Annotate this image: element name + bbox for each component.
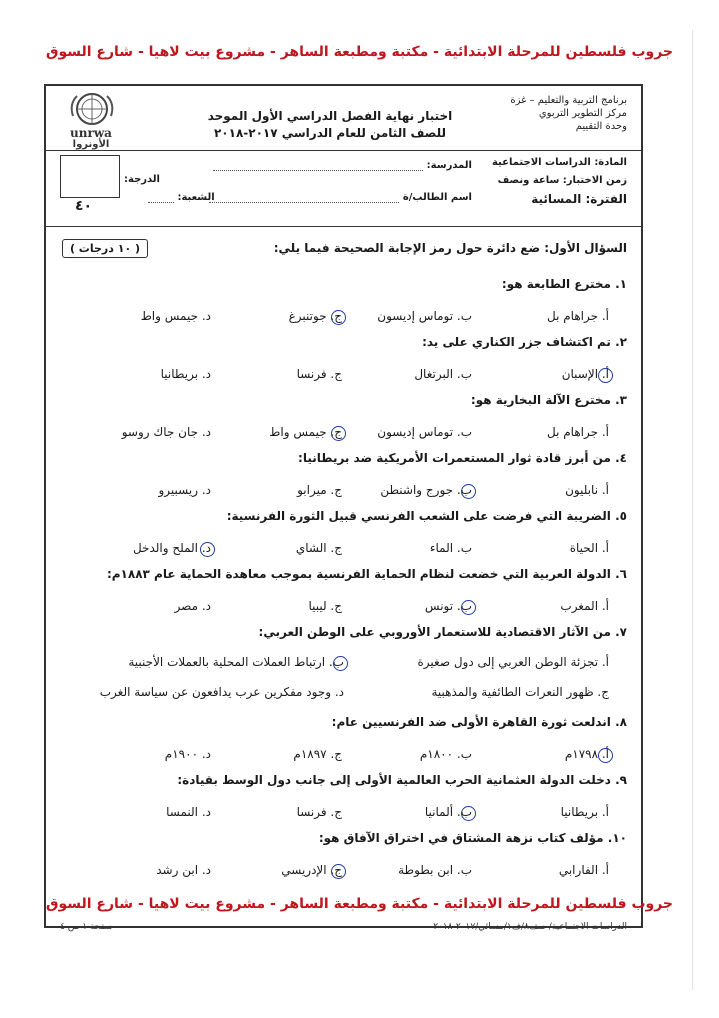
logo-text <box>56 127 126 151</box>
question-6-option-2[interactable]: ب. تونس <box>424 599 472 613</box>
marks-badge: ( ١٠ درجات ) <box>62 239 148 258</box>
question-number: ٥. <box>615 509 627 523</box>
title-line-1: اختبار نهاية الفصل الدراسي الأول الموحد <box>207 109 453 123</box>
question-2-option-4[interactable]: د. بريطانيا <box>160 367 211 381</box>
question-number: ٢. <box>615 335 627 349</box>
question-2-option-2[interactable]: ب. البرتغال <box>414 367 472 381</box>
question-10-option-4[interactable]: د. ابن رشد <box>156 863 211 877</box>
student-name-label: اسم الطالب/ة <box>402 192 472 203</box>
section-label: الشعبة: <box>177 192 215 203</box>
question-prompt: دخلت الدولة العثمانية الحرب العالمية الأولى إلى جانب دول الوسط بقيادة: <box>177 773 611 787</box>
question-7-option-1[interactable]: أ. تجزئة الوطن العربي إلى دول صغيرة <box>417 655 609 669</box>
question-1-option-3[interactable]: ج. جوتنبرغ <box>288 309 342 323</box>
question-6-option-1[interactable]: أ. المغرب <box>560 599 609 613</box>
answer-circle-mark <box>331 864 346 879</box>
question-9-text <box>177 773 627 787</box>
question-2-option-1[interactable]: أ. الإسبان <box>561 367 609 381</box>
question-number: ٩. <box>615 773 627 787</box>
org-line: وحدة التقييم <box>575 121 627 132</box>
question-3-option-4[interactable]: د. جان جاك روسو <box>121 425 211 439</box>
top-banner: جروب فلسطين للمرحلة الابتدائية - مكتبة ومطبعة الساهر - مشروع بيت لاهيا - شارع السوق <box>45 44 674 60</box>
question-1-text <box>502 277 627 291</box>
question-number: ١٠. <box>607 831 627 845</box>
answer-circle-mark <box>200 542 215 557</box>
question-9-option-3[interactable]: ج. فرنسا <box>296 805 342 819</box>
answer-circle-mark <box>461 600 476 615</box>
question-9-option-4[interactable]: د. النمسا <box>166 805 211 819</box>
section-title: السؤال الأول: ضع دائرة حول رمز الإجابة الصحيحة فيما يلي: <box>273 241 627 255</box>
section-blank[interactable] <box>148 192 174 203</box>
org-line: برنامج التربية والتعليم – غزة <box>510 95 627 106</box>
question-10-text <box>319 831 627 845</box>
question-5-text <box>227 509 627 523</box>
question-4-option-2[interactable]: ب. جورج واشنطن <box>380 483 472 497</box>
footer-code: الدراسات الاجتماعية/ صف٨/ف١/مسائي/٢٠١٧-٢٠١٨ <box>433 922 627 932</box>
question-1-option-2[interactable]: ب. توماس إديسون <box>377 309 472 323</box>
question-number: ٤. <box>615 451 627 465</box>
grade-label: الدرجة: <box>124 174 160 185</box>
student-name-blank[interactable] <box>209 192 399 203</box>
question-8-option-4[interactable]: د. ١٩٠٠م <box>164 747 211 761</box>
question-8-option-1[interactable]: أ. ١٧٩٨م <box>564 747 609 761</box>
question-7-option-3[interactable]: ج. ظهور النعرات الطائفية والمذهبية <box>431 685 609 699</box>
answer-circle-mark <box>331 426 346 441</box>
question-6-option-3[interactable]: ج. ليبيا <box>308 599 342 613</box>
question-4-option-3[interactable]: ج. ميرابو <box>297 483 342 497</box>
question-6-option-4[interactable]: د. مصر <box>174 599 211 613</box>
question-4-option-4[interactable]: د. ريسبيرو <box>158 483 211 497</box>
question-3-option-2[interactable]: ب. توماس إديسون <box>377 425 472 439</box>
question-1-option-1[interactable]: أ. جراهام بل <box>547 309 609 323</box>
question-number: ٣. <box>615 393 627 407</box>
scan-edge <box>692 30 693 990</box>
question-1-option-4[interactable]: د. جيمس واط <box>140 309 211 323</box>
question-prompt: الضريبة التي فرضت على الشعب الفرنسي قبيل الثورة الفرنسية: <box>226 509 611 523</box>
question-2-option-3[interactable]: ج. فرنسا <box>296 367 342 381</box>
section-field[interactable] <box>148 192 215 203</box>
exam-title <box>180 108 480 142</box>
question-prompt: تم اكتشاف جزر الكناري على يد: <box>422 335 611 349</box>
org-line: مركز التطوير التربوي <box>538 108 627 119</box>
page-number: صفحة ١ من ٤ <box>60 922 113 932</box>
question-5-option-4[interactable]: د. الملح والدخل <box>132 541 211 555</box>
answer-circle-mark <box>598 368 613 383</box>
school-blank[interactable] <box>213 160 423 171</box>
answer-circle-mark <box>461 806 476 821</box>
bottom-banner: جروب فلسطين للمرحلة الابتدائية - مكتبة ومطبعة الساهر - مشروع بيت لاهيا - شارع السوق <box>45 896 674 912</box>
question-4-text <box>298 451 627 465</box>
logo-text-en: unrwa <box>70 126 112 140</box>
question-number: ١. <box>615 277 627 291</box>
question-8-text <box>332 715 627 729</box>
org-block <box>510 94 627 133</box>
header-bottom-divider <box>44 226 643 227</box>
question-3-option-1[interactable]: أ. جراهام بل <box>547 425 609 439</box>
answer-circle-mark <box>333 656 348 671</box>
question-3-option-3[interactable]: ج. جيمس واط <box>269 425 342 439</box>
subject-label: المادة: الدراسات الاجتماعية <box>491 157 627 168</box>
question-8-option-2[interactable]: ب. ١٨٠٠م <box>419 747 472 761</box>
question-prompt: مخترع الآلة البخارية هو: <box>470 393 611 407</box>
question-8-option-3[interactable]: ج. ١٨٩٧م <box>293 747 342 761</box>
question-5-option-1[interactable]: أ. الحياة <box>569 541 609 555</box>
question-prompt: اندلعت ثورة القاهرة الأولى ضد الفرنسيين عام: <box>331 715 611 729</box>
question-prompt: الدولة العربية التي خضعت لنظام الحماية الفرنسية بموجب معاهدة الحماية عام ١٨٨٣م: <box>106 567 611 581</box>
question-3-text <box>471 393 627 407</box>
school-field[interactable] <box>213 160 472 171</box>
question-7-option-4[interactable]: د. وجود مفكرين عرب يدافعون عن سياسة الغرب <box>99 685 344 699</box>
duration-label: زمن الاختبار: ساعة ونصف <box>497 175 627 186</box>
question-10-option-2[interactable]: ب. ابن بطوطة <box>398 863 472 877</box>
answer-circle-mark <box>598 748 613 763</box>
question-7-text <box>259 625 627 639</box>
answer-circle-mark <box>461 484 476 499</box>
question-number: ٦. <box>615 567 627 581</box>
question-5-option-2[interactable]: ب. الماء <box>429 541 472 555</box>
question-2-text <box>422 335 627 349</box>
question-9-option-2[interactable]: ب. ألمانيا <box>424 805 472 819</box>
answer-circle-mark <box>331 310 346 325</box>
school-label: المدرسة: <box>426 160 472 171</box>
student-name-field[interactable] <box>209 192 472 203</box>
question-10-option-3[interactable]: ج. الإدريسي <box>281 863 342 877</box>
logo-text-ar: الأونروا <box>72 139 110 150</box>
exam-frame <box>44 84 643 928</box>
question-9-option-1[interactable]: أ. بريطانيا <box>560 805 609 819</box>
question-6-text <box>107 567 627 581</box>
question-prompt: مؤلف كتاب نزهة المشتاق في اختراق الآفاق هو: <box>318 831 604 845</box>
question-5-option-3[interactable]: ج. الشاي <box>295 541 342 555</box>
question-7-option-2[interactable]: ب. ارتباط العملات المحلية بالعملات الأجنبية <box>128 655 344 669</box>
question-prompt: مخترع الطابعة هو: <box>501 277 611 291</box>
question-4-option-1[interactable]: أ. نابليون <box>565 483 609 497</box>
grade-total: ٤٠ <box>75 198 93 214</box>
question-10-option-1[interactable]: أ. الفارابي <box>558 863 609 877</box>
question-number: ٨. <box>615 715 627 729</box>
grade-box[interactable] <box>60 155 120 198</box>
question-number: ٧. <box>615 625 627 639</box>
question-prompt: من أبرز قادة ثوار المستعمرات الأمريكية ضد بريطانيا: <box>298 451 611 465</box>
period-label: الفترة: المسائية <box>531 192 627 206</box>
title-line-2: للصف الثامن للعام الدراسي ٢٠١٧-٢٠١٨ <box>213 126 447 140</box>
header-divider <box>44 150 643 151</box>
question-prompt: من الآثار الاقتصادية للاستعمار الأوروبي على الوطن العربي: <box>258 625 611 639</box>
